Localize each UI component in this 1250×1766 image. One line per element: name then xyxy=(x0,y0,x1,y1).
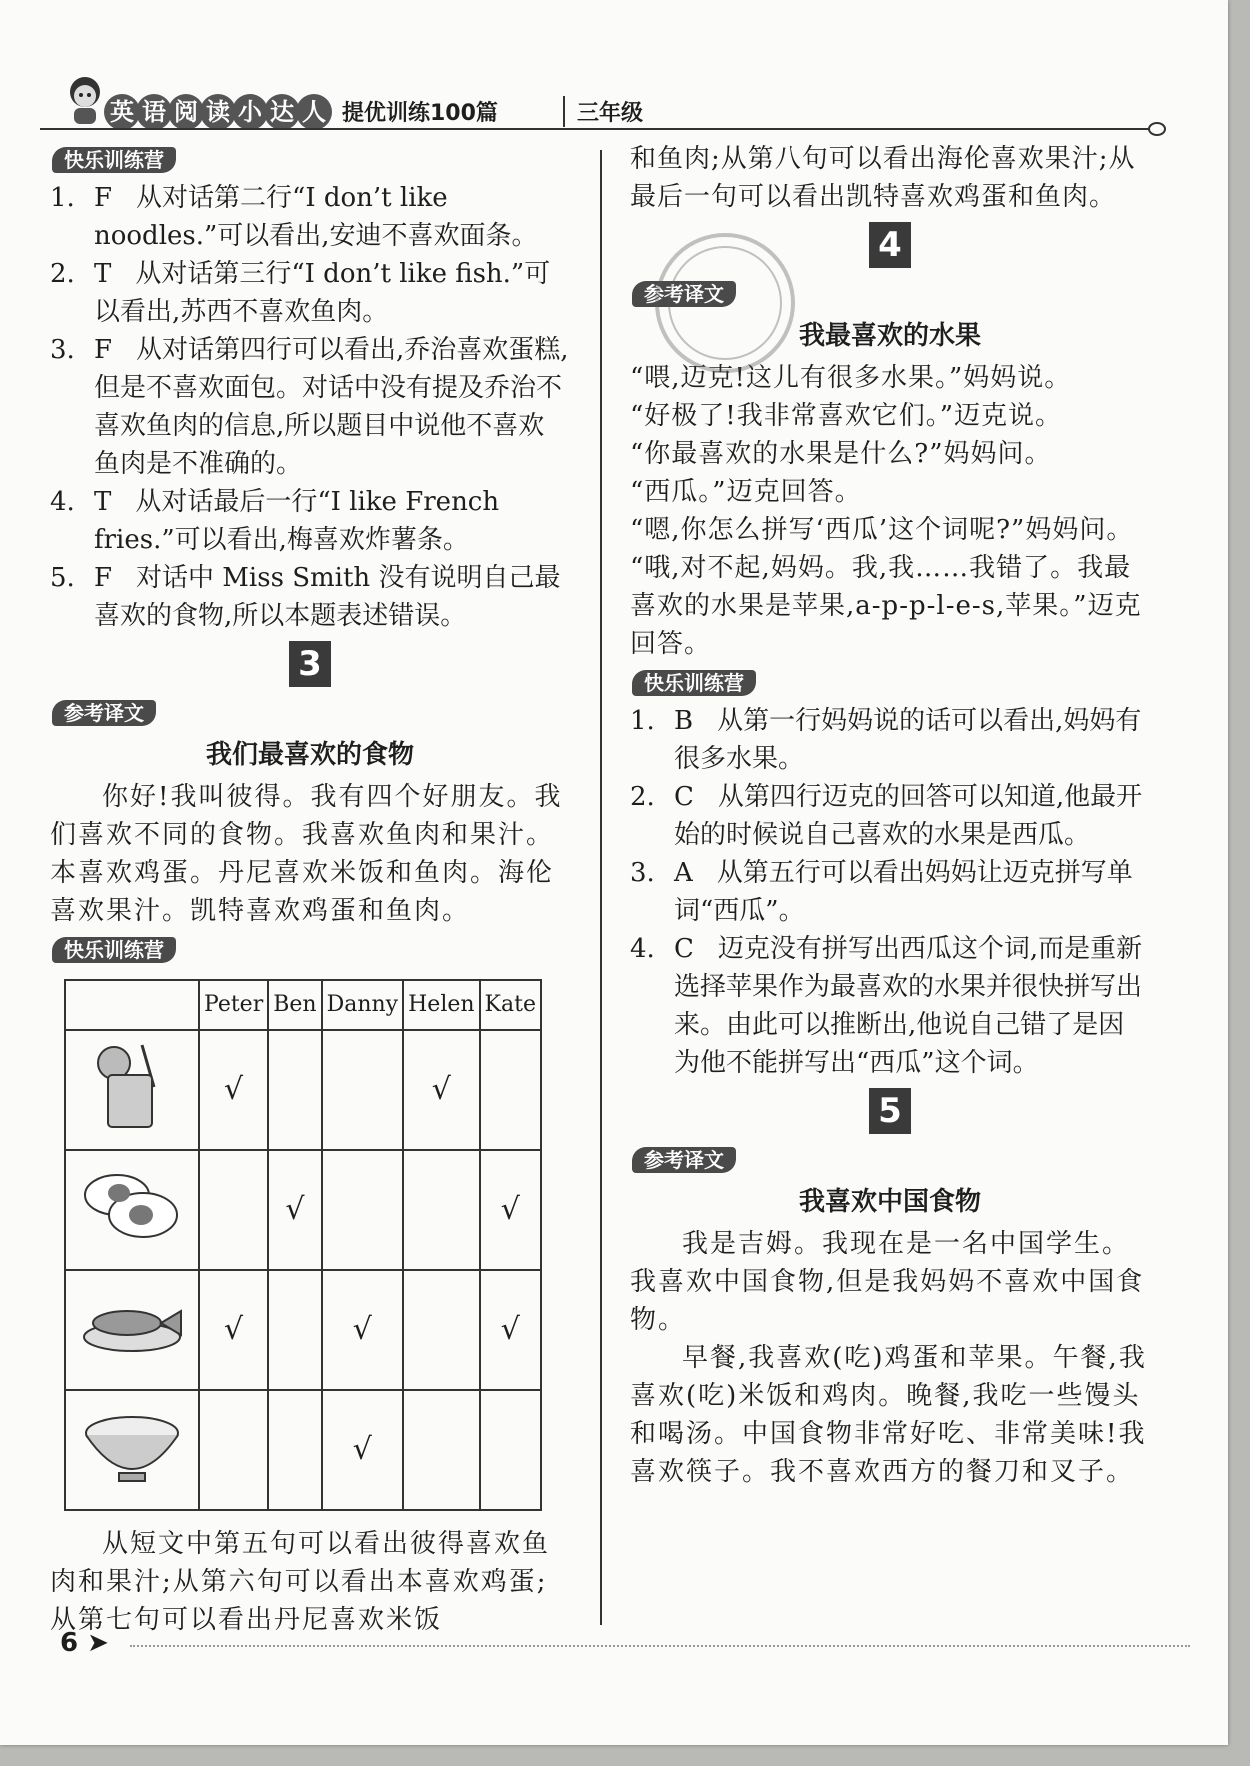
series-char: 读 xyxy=(200,94,236,130)
badge-practice: 快乐训练营 xyxy=(632,670,756,696)
explanation-paragraph: 从短文中第五句可以看出彼得喜欢鱼肉和果汁;从第六句可以看出本喜欢鸡蛋;从第七句可以看出丹尼喜欢米饭 xyxy=(50,1529,551,1635)
series-char: 英 xyxy=(104,94,140,130)
answer-number: 2. xyxy=(50,259,75,289)
series-char: 阅 xyxy=(168,94,204,130)
table-row xyxy=(65,1270,541,1390)
page-header xyxy=(40,88,1200,136)
series-char: 人 xyxy=(296,94,332,130)
check-cell: √ xyxy=(322,1270,404,1390)
answer-number: 2. xyxy=(630,782,655,812)
section-title-3: 我们最喜欢的食物 xyxy=(205,740,414,770)
dialogue-line: “西瓜。”迈克回答。 xyxy=(630,477,862,507)
answer-choice: F xyxy=(94,183,113,213)
table-row xyxy=(65,1030,541,1150)
answer-explanation: 从第五行可以看出妈妈让迈克拼写单词“西瓜”。 xyxy=(674,858,1133,926)
food-table xyxy=(64,979,542,1511)
answer-explanation: 从对话最后一行“I like French fries.”可以看出,梅喜欢炸薯条。 xyxy=(94,487,500,555)
check-cell xyxy=(403,1390,479,1510)
answer-number: 5. xyxy=(50,563,75,593)
explanation-continued: 和鱼肉;从第八句可以看出海伦喜欢果汁;从最后一句可以看出凯特喜欢鸡蛋和鱼肉。 xyxy=(630,144,1136,212)
answer-number: 4. xyxy=(630,934,655,964)
page-number xyxy=(60,1628,109,1658)
table-header: Danny xyxy=(322,980,404,1030)
eggs-icon xyxy=(65,1150,199,1270)
check-cell xyxy=(480,1030,541,1150)
badge-translation: 参考译文 xyxy=(632,1147,736,1173)
badge-practice: 快乐训练营 xyxy=(52,937,176,963)
answer-explanation: 对话中 Miss Smith 没有说明自己最喜欢的食物,所以本题表述错误。 xyxy=(94,563,561,631)
table-corner xyxy=(65,980,199,1030)
check-cell xyxy=(322,1150,404,1270)
answer-choice: A xyxy=(674,858,693,888)
answer-number: 4. xyxy=(50,487,75,517)
book-subtitle: 提优训练100篇 xyxy=(342,101,498,126)
check-cell: √ xyxy=(480,1150,541,1270)
dialogue-line: “你最喜欢的水果是什么?”妈妈问。 xyxy=(630,439,1052,469)
dialogue-lines xyxy=(630,359,1150,663)
answer-explanation: 迈克没有拼写出西瓜这个词,而是重新选择苹果作为最喜欢的水果并很快拼写出来。由此可以推断出,他说自己错了是因为他不能拼写出“西瓜”这个词。 xyxy=(674,934,1143,1078)
series-title xyxy=(104,94,328,130)
table-row xyxy=(65,1150,541,1270)
answer-explanation: 从对话第四行可以看出,乔治喜欢蛋糕,但是不喜欢面包。对话中没有提及乔治不喜欢鱼肉的信息,所以题目中说他不喜欢鱼肉是不准确的。 xyxy=(94,335,569,479)
answer-choice: B xyxy=(674,706,694,736)
badge-translation: 参考译文 xyxy=(632,281,736,307)
section-paragraph-5a: 我是吉姆。我现在是一名中国学生。我喜欢中国食物,但是我妈妈不喜欢中国食物。 xyxy=(630,1229,1145,1335)
dialogue-line: “喂,迈克!这儿有很多水果。”妈妈说。 xyxy=(630,363,1072,393)
answer-explanation: 从第一行妈妈说的话可以看出,妈妈有很多水果。 xyxy=(674,706,1142,774)
answer-number: 1. xyxy=(50,183,75,213)
answer-choice: C xyxy=(674,782,694,812)
arrow-icon: ➤ xyxy=(87,1628,109,1658)
series-char: 达 xyxy=(264,94,300,130)
check-cell xyxy=(268,1390,321,1510)
check-cell xyxy=(322,1030,404,1150)
table-row xyxy=(65,1390,541,1510)
header-rule xyxy=(40,128,1150,130)
answer-number: 3. xyxy=(630,858,655,888)
grade-label: 三年级 xyxy=(563,96,643,127)
table-header: Helen xyxy=(403,980,479,1030)
page-number-value: 6 xyxy=(60,1628,79,1658)
answer-item xyxy=(50,179,570,255)
dialogue-line: “嗯,你怎么拼写‘西瓜’这个词呢?”妈妈问。 xyxy=(630,515,1134,545)
answer-item xyxy=(50,331,570,483)
answer-explanation: 从第四行迈克的回答可以知道,他最开始的时候说自己喜欢的水果是西瓜。 xyxy=(674,782,1143,850)
answer-item xyxy=(50,255,570,331)
table-header: Peter xyxy=(199,980,268,1030)
dialogue-line: “好极了!我非常喜欢它们。”迈克说。 xyxy=(630,401,1063,431)
check-cell: √ xyxy=(199,1030,268,1150)
check-cell: √ xyxy=(199,1270,268,1390)
badge-translation: 参考译文 xyxy=(52,700,156,726)
column-divider xyxy=(600,150,602,1625)
mascot-icon xyxy=(62,74,108,126)
answer-explanation: 从对话第二行“I don’t like noodles.”可以看出,安迪不喜欢面条。 xyxy=(94,183,538,251)
section-paragraph-3: 你好!我叫彼得。我有四个好朋友。我们喜欢不同的食物。我喜欢鱼肉和果汁。本喜欢鸡蛋。丹尼喜欢米饭和鱼肉。海伦喜欢果汁。凯特喜欢鸡蛋和鱼肉。 xyxy=(50,782,563,926)
section-number-3: 3 xyxy=(289,641,331,687)
check-cell xyxy=(199,1390,268,1510)
footer-rule xyxy=(130,1645,1190,1647)
series-char: 语 xyxy=(136,94,172,130)
section-title-4: 我最喜欢的水果 xyxy=(798,321,981,351)
check-cell xyxy=(268,1030,321,1150)
check-cell: √ xyxy=(322,1390,404,1510)
check-cell: √ xyxy=(268,1150,321,1270)
answer-item xyxy=(50,559,570,635)
answer-list xyxy=(50,179,570,635)
check-cell xyxy=(403,1270,479,1390)
check-cell: √ xyxy=(480,1270,541,1390)
badge-practice: 快乐训练营 xyxy=(52,147,176,173)
juice-icon xyxy=(65,1030,199,1150)
answer-item xyxy=(630,702,1150,778)
check-cell xyxy=(268,1270,321,1390)
answer-number: 3. xyxy=(50,335,75,365)
answer-item xyxy=(630,778,1150,854)
answer-list xyxy=(630,702,1150,1082)
stamp-icon xyxy=(650,228,800,378)
table-header: Ben xyxy=(268,980,321,1030)
dialogue-line: “哦,对不起,妈妈。我,我……我错了。我最喜欢的水果是苹果,a-p-p-l-e-s,苹果。”迈克回答。 xyxy=(630,553,1142,659)
answer-item xyxy=(630,854,1150,930)
answer-choice: T xyxy=(94,487,112,517)
answer-choice: F xyxy=(94,563,113,593)
answer-number: 1. xyxy=(630,706,655,736)
header-rule-end xyxy=(1148,122,1166,136)
answer-choice: T xyxy=(94,259,112,289)
check-cell xyxy=(403,1150,479,1270)
section-number-5: 5 xyxy=(869,1088,911,1134)
section-number-4: 4 xyxy=(869,222,911,268)
fish-icon xyxy=(65,1270,199,1390)
answer-choice: F xyxy=(94,335,113,365)
left-column xyxy=(50,140,570,1639)
answer-item xyxy=(630,930,1150,1082)
check-cell xyxy=(480,1390,541,1510)
rice-icon xyxy=(65,1390,199,1510)
check-cell: √ xyxy=(403,1030,479,1150)
answer-item xyxy=(50,483,570,559)
series-char: 小 xyxy=(232,94,268,130)
answer-choice: C xyxy=(674,934,694,964)
section-title-5: 我喜欢中国食物 xyxy=(798,1187,981,1217)
answer-explanation: 从对话第三行“I don’t like fish.”可以看出,苏西不喜欢鱼肉。 xyxy=(94,259,551,327)
check-cell xyxy=(199,1150,268,1270)
section-paragraph-5b: 早餐,我喜欢(吃)鸡蛋和苹果。午餐,我喜欢(吃)米饭和鸡肉。晚餐,我吃一些馒头和喝汤。中国食物非常好吃、非常美味!我喜欢筷子。我不喜欢西方的餐刀和叉子。 xyxy=(630,1343,1147,1487)
table-header: Kate xyxy=(480,980,541,1030)
